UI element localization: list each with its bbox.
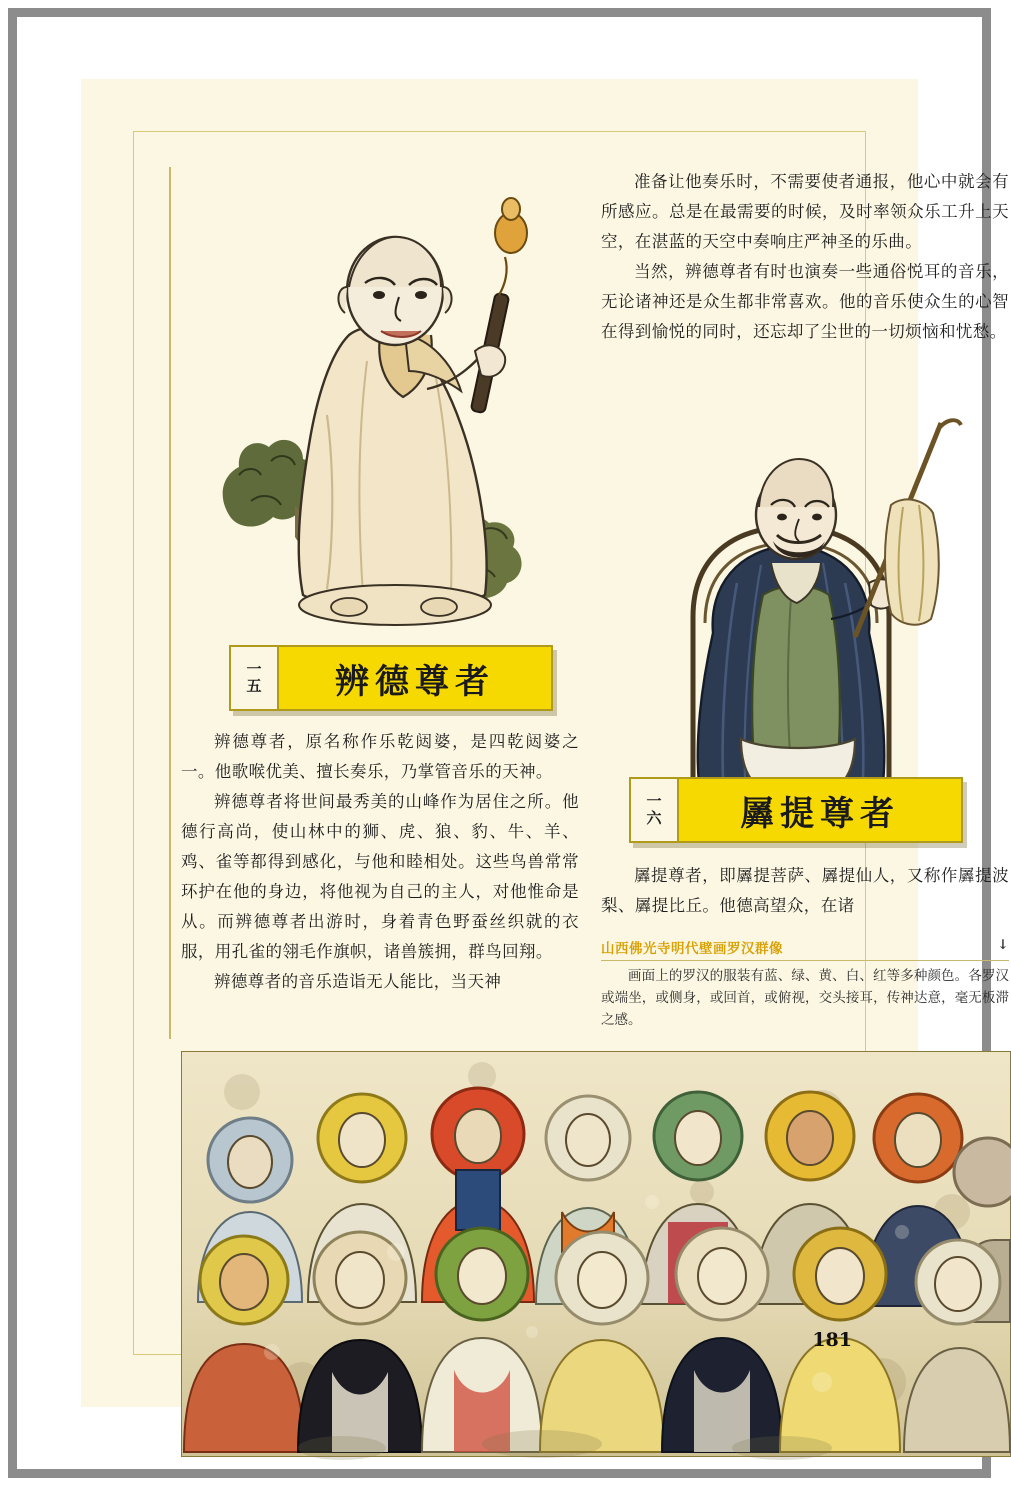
page-number: 181 — [812, 1329, 852, 1351]
paragraph: 辨德尊者的音乐造诣无人能比，当天神 — [214, 972, 502, 991]
mural-caption-title-text: 山西佛光寺明代壁画罗汉群像 — [601, 941, 783, 957]
foguang-temple-ming-dynasty-arhat-mural — [182, 1052, 1010, 1456]
right-column — [601, 167, 1011, 1047]
right-body-text — [601, 861, 1009, 921]
mural-caption-body: 画面上的罗汉的服装有蓝、绿、黄、白、红等多种颜色。各罗汉或端坐，或侧身，或回首，或俯视，交头接耳，传神达意，毫无板滞之感。 — [601, 968, 1009, 1028]
white-margin — [43, 43, 1009, 1443]
plaque-title: 羼提尊者 — [740, 793, 900, 834]
plaque-chan-ti — [629, 777, 963, 843]
paragraph: 羼提尊者，即羼提菩萨、羼提仙人，又称作羼提波梨、羼提比丘。他德高望众，在诸 — [601, 866, 1009, 915]
paragraph: 当然，辨德尊者有时也演奏一些通俗悦耳的音乐，无论诸神还是众生都非常喜欢。他的音乐使众生的心智在得到愉悦的同时，还忘却了尘世的一切烦恼和忧愁。 — [601, 262, 1009, 341]
left-illustration — [199, 175, 559, 645]
column-divider — [169, 167, 171, 1039]
outer-grey-border — [8, 8, 1009, 1478]
book-page — [81, 79, 1009, 1407]
plaque-number-top: 一 — [646, 792, 662, 810]
left-column — [181, 167, 581, 1047]
plaque-number — [231, 647, 279, 709]
plaque-title: 辨德尊者 — [335, 661, 495, 702]
paragraph: 准备让他奏乐时，不需要使者通报，他心中就会有所感应。总是在最需要的时候，及时率领众乐工升上天空，在湛蓝的天空中奏响庄严神圣的乐曲。 — [601, 172, 1009, 251]
plaque-bian-de — [229, 645, 553, 711]
left-body-text — [181, 727, 579, 997]
plaque-number — [631, 779, 679, 841]
mural-caption-title — [601, 937, 1009, 961]
paragraph: 辨德尊者，原名称作乐乾闼婆，是四乾闼婆之一。他歌喉优美、擅长奏乐，乃掌管音乐的天神。 — [181, 732, 579, 781]
right-top-text — [601, 167, 1009, 347]
mural-caption — [601, 937, 1009, 1031]
paragraph: 辨德尊者将世间最秀美的山峰作为居住之所。他德行高尚，使山林中的狮、虎、狼、豹、牛、羊、鸡、雀等都得到感化，与他和睦相处。这些鸟兽常常环护在他的身边，将他视为自己的主人，对他惟命是从。而辨德尊者出游时，身着青色野蚕丝织就的衣服，用孔雀的翎毛作旗帜，诸兽簇拥，群鸟回翔。 — [181, 792, 579, 961]
down-arrow-icon: ↓ — [997, 937, 1009, 953]
mural-image — [181, 1051, 1011, 1457]
plaque-number-top: 一 — [246, 660, 262, 678]
plaque-number-bottom: 六 — [646, 809, 662, 827]
seated-arhat-holding-staff-illustration — [199, 175, 559, 645]
plaque-number-bottom: 五 — [246, 677, 262, 695]
